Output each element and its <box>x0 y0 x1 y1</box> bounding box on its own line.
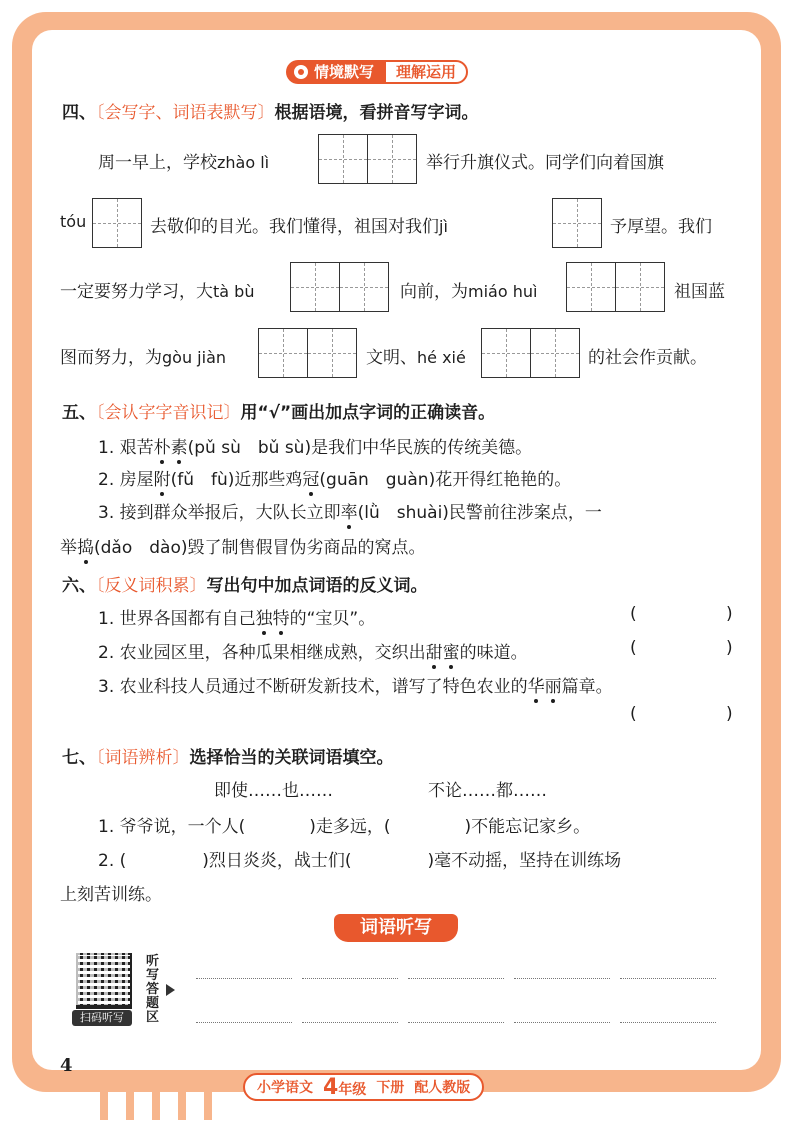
section-4-heading: 四、〔会写字、词语表默写〕根据语境，看拼音写字词。 <box>62 103 479 123</box>
arrow-right-icon <box>166 984 175 996</box>
s5-q3: 3. 接到群众举报后，大队长立即率(lǜ shuài)民警前往涉案点，一 <box>98 503 602 523</box>
answer-grid-goujian[interactable] <box>258 328 357 378</box>
section-5-heading: 五、〔会认字字音识记〕用“√”画出加点字词的正确读音。 <box>62 403 496 423</box>
dictation-line[interactable] <box>196 978 292 979</box>
s7-q1: 1. 爷爷说，一个人( )走多远，( )不能忘记家乡。 <box>98 817 591 837</box>
s6-q2: 2. 农业园区里，各种瓜果相继成熟，交织出甜蜜的味道。 <box>98 643 528 663</box>
dictation-line[interactable] <box>408 978 504 979</box>
decor-bar <box>178 1090 186 1120</box>
s4-line1b: 举行升旗仪式。同学们向着国旗 <box>426 153 664 173</box>
answer-grid-miaohui[interactable] <box>566 262 665 312</box>
s4-line4b: 文明、hé xié <box>366 348 466 368</box>
dictation-line[interactable] <box>620 1022 716 1023</box>
footer-volume: 下册 <box>376 1080 405 1096</box>
s4-line2b: 予厚望。我们 <box>610 217 712 237</box>
badge-right: 理解运用 <box>384 60 468 84</box>
dictation-line[interactable] <box>302 978 398 979</box>
decor-bar <box>126 1090 134 1120</box>
answer-grid-hexie[interactable] <box>481 328 580 378</box>
dictation-line[interactable] <box>514 1022 610 1023</box>
decor-bar <box>204 1090 212 1120</box>
dictation-line[interactable] <box>408 1022 504 1023</box>
dictation-title: 词语听写 <box>334 914 458 942</box>
s4-line4c: 的社会作贡献。 <box>588 348 707 368</box>
s4-line3c: 祖国蓝 <box>674 282 725 302</box>
footer-edition: 配人教版 <box>414 1080 471 1096</box>
s5-q1: 1. 艰苦朴素(pǔ sù bǔ sù)是我们中华民族的传统美德。 <box>98 438 533 458</box>
qr-pattern <box>76 953 128 1005</box>
section-badge <box>286 60 468 84</box>
s7-q2: 2. ( )烈日炎炎，战士们( )毫不动摇，坚持在训练场 <box>98 851 622 871</box>
s4-line3b: 向前，为miáo huì <box>400 282 538 302</box>
answer-paren-1-open[interactable]: ( <box>630 604 637 624</box>
page-number: 4 <box>60 1055 73 1076</box>
s6-q3: 3. 农业科技人员通过不断研发新技术，谱写了特色农业的华丽篇章。 <box>98 677 613 697</box>
s6-q1: 1. 世界各国都有自己独特的“宝贝”。 <box>98 609 376 629</box>
dictation-vertical-label: 听写答题区 <box>146 954 160 1025</box>
s5-q2: 2. 房屋附(fǔ fù)近那些鸡冠(guān guàn)花开得红艳艳的。 <box>98 470 572 490</box>
answer-grid-tou[interactable] <box>92 198 142 248</box>
dictation-line[interactable] <box>196 1022 292 1023</box>
s5-q3-cont: 举捣(dǎo dào)毁了制售假冒伪劣商品的窝点。 <box>60 538 426 558</box>
section-6-heading: 六、〔反义词积累〕写出句中加点词语的反义词。 <box>62 576 428 596</box>
answer-paren-2-open[interactable]: ( <box>630 638 637 658</box>
s4-line4a: 图而努力，为gòu jiàn <box>60 348 227 368</box>
footer-grade-num: 4 <box>323 1074 339 1100</box>
s4-py-tou: tóu <box>60 212 87 231</box>
s4-line2a: 去敬仰的目光。我们懂得，祖国对我们jì <box>150 217 448 237</box>
footer-grade: 年级 <box>338 1081 367 1098</box>
decor-bar <box>152 1090 160 1120</box>
answer-grid-ji[interactable] <box>552 198 602 248</box>
dictation-line[interactable] <box>620 978 716 979</box>
section-7-heading: 七、〔词语辨析〕选择恰当的关联词语填空。 <box>62 748 394 768</box>
answer-paren-3-open[interactable]: ( <box>630 704 637 724</box>
s7-q2-cont: 上刻苦训练。 <box>60 885 162 905</box>
scan-label: 扫码听写 <box>72 1010 132 1026</box>
s4-line1a: 周一早上，学校zhào lì <box>98 153 270 173</box>
dictation-line[interactable] <box>302 1022 398 1023</box>
s4-line3a: 一定要努力学习，大tà bù <box>60 282 255 302</box>
footer-subject: 小学语文 <box>257 1080 313 1096</box>
footer-banner <box>243 1073 484 1101</box>
answer-paren-3-close[interactable]: ) <box>726 704 733 724</box>
decor-bar <box>100 1090 108 1120</box>
option-1: 即使……也…… <box>214 781 333 801</box>
option-2: 不论……都…… <box>428 781 547 801</box>
answer-paren-1-close[interactable]: ) <box>726 604 733 624</box>
medal-icon <box>294 65 308 79</box>
dictation-line[interactable] <box>514 978 610 979</box>
badge-left: 情境默写 <box>314 63 375 81</box>
answer-paren-2-close[interactable]: ) <box>726 638 733 658</box>
answer-grid-tabu[interactable] <box>290 262 389 312</box>
answer-grid-zhaoli[interactable] <box>318 134 417 184</box>
